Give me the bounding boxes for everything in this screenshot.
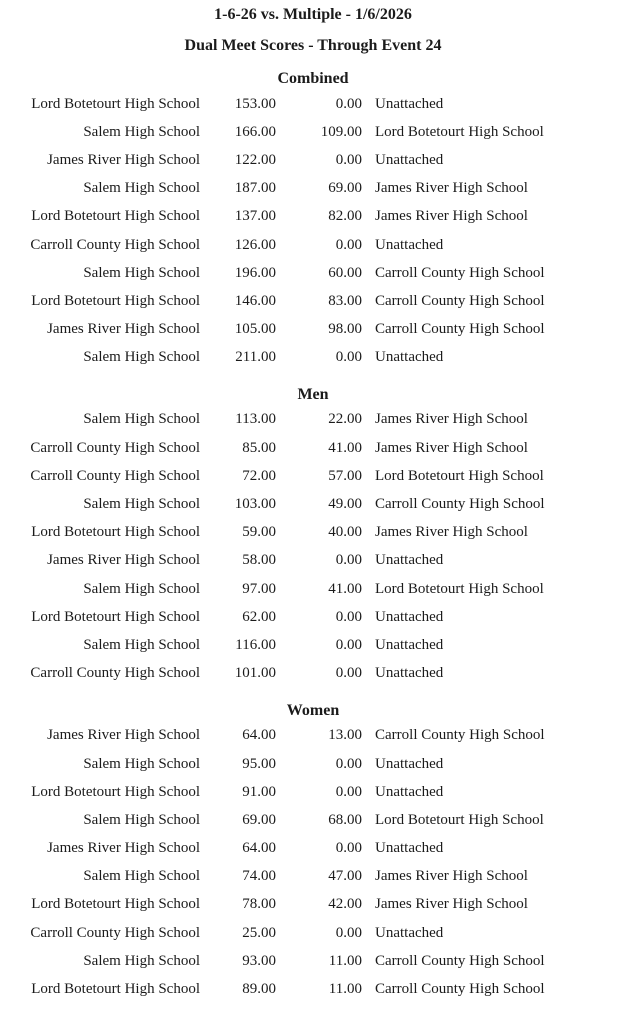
opponent-name: Carroll County High School xyxy=(375,264,545,281)
opponent-name: Unattached xyxy=(375,783,444,800)
team-score: 89.00 xyxy=(242,981,276,998)
team-name: Salem High School xyxy=(83,180,200,197)
opponent-score: 47.00 xyxy=(328,868,362,885)
score-row xyxy=(0,231,626,259)
opponent-name: Unattached xyxy=(375,95,444,112)
team-score: 64.00 xyxy=(242,727,276,744)
opponent-score: 42.00 xyxy=(328,896,362,913)
score-rows-combined xyxy=(0,90,626,372)
team-score: 116.00 xyxy=(235,636,276,653)
opponent-score: 49.00 xyxy=(328,496,362,513)
score-row xyxy=(0,462,626,490)
team-name: James River High School xyxy=(47,151,200,168)
opponent-name: Unattached xyxy=(375,636,444,653)
opponent-score: 0.00 xyxy=(335,755,362,772)
team-name: James River High School xyxy=(47,321,200,338)
opponent-score: 69.00 xyxy=(328,180,362,197)
score-row xyxy=(0,259,626,287)
opponent-name: Carroll County High School xyxy=(375,292,545,309)
score-row xyxy=(0,203,626,231)
opponent-score: 0.00 xyxy=(335,783,362,800)
score-row xyxy=(0,575,626,603)
team-score: 103.00 xyxy=(234,496,276,513)
team-name: Salem High School xyxy=(83,636,200,653)
team-score: 74.00 xyxy=(242,868,276,885)
score-row xyxy=(0,434,626,462)
team-name: Carroll County High School xyxy=(30,665,200,682)
section-women xyxy=(0,700,626,1004)
score-row xyxy=(0,975,626,1003)
report-subtitle: Dual Meet Scores - Through Event 24 xyxy=(184,37,442,54)
team-score: 196.00 xyxy=(234,264,276,281)
section-heading-combined: Combined xyxy=(277,70,349,87)
opponent-name: James River High School xyxy=(375,411,528,428)
opponent-score: 13.00 xyxy=(328,727,362,744)
opponent-score: 109.00 xyxy=(320,123,362,140)
team-name: Salem High School xyxy=(83,811,200,828)
team-score: 93.00 xyxy=(242,952,276,969)
opponent-score: 0.00 xyxy=(335,552,362,569)
team-name: James River High School xyxy=(47,727,200,744)
opponent-name: Unattached xyxy=(375,840,444,857)
team-name: Lord Botetourt High School xyxy=(31,95,200,112)
score-row xyxy=(0,778,626,806)
team-name: James River High School xyxy=(47,552,200,569)
score-row xyxy=(0,722,626,750)
opponent-score: 41.00 xyxy=(328,439,362,456)
opponent-score: 41.00 xyxy=(328,580,362,597)
opponent-score: 82.00 xyxy=(328,208,362,225)
opponent-name: Unattached xyxy=(375,552,444,569)
opponent-score: 22.00 xyxy=(328,411,362,428)
opponent-score: 0.00 xyxy=(335,151,362,168)
team-score: 78.00 xyxy=(242,896,276,913)
team-name: Salem High School xyxy=(83,580,200,597)
team-name: Salem High School xyxy=(83,123,200,140)
score-row xyxy=(0,660,626,688)
team-name: Lord Botetourt High School xyxy=(31,524,200,541)
opponent-score: 68.00 xyxy=(328,811,362,828)
team-score: 64.00 xyxy=(242,840,276,857)
team-score: 166.00 xyxy=(234,123,276,140)
opponent-score: 57.00 xyxy=(328,467,362,484)
team-score: 85.00 xyxy=(242,439,276,456)
opponent-name: Lord Botetourt High School xyxy=(375,580,544,597)
score-row xyxy=(0,406,626,434)
score-row xyxy=(0,287,626,315)
opponent-name: James River High School xyxy=(375,208,528,225)
team-name: Lord Botetourt High School xyxy=(31,981,200,998)
opponent-score: 98.00 xyxy=(328,321,362,338)
opponent-name: James River High School xyxy=(375,896,528,913)
opponent-name: Carroll County High School xyxy=(375,727,545,744)
opponent-score: 0.00 xyxy=(335,236,362,253)
section-heading-men: Men xyxy=(297,385,329,403)
opponent-name: James River High School xyxy=(375,524,528,541)
score-row xyxy=(0,175,626,203)
team-score: 122.00 xyxy=(234,151,276,168)
team-name: Lord Botetourt High School xyxy=(31,896,200,913)
opponent-score: 0.00 xyxy=(335,840,362,857)
opponent-name: James River High School xyxy=(375,439,528,456)
opponent-score: 11.00 xyxy=(328,952,362,969)
score-row xyxy=(0,891,626,919)
team-name: Lord Botetourt High School xyxy=(31,208,200,225)
opponent-name: Unattached xyxy=(375,755,444,772)
team-score: 97.00 xyxy=(242,580,276,597)
opponent-name: Carroll County High School xyxy=(375,952,545,969)
team-score: 58.00 xyxy=(242,552,276,569)
team-name: Salem High School xyxy=(83,755,200,772)
team-score: 126.00 xyxy=(234,236,276,253)
team-score: 101.00 xyxy=(234,665,276,682)
opponent-name: Carroll County High School xyxy=(375,496,545,513)
opponent-name: James River High School xyxy=(375,868,528,885)
score-row xyxy=(0,519,626,547)
score-row xyxy=(0,547,626,575)
team-name: Carroll County High School xyxy=(30,467,200,484)
score-row xyxy=(0,750,626,778)
score-row xyxy=(0,863,626,891)
section-men xyxy=(0,384,626,688)
team-name: Carroll County High School xyxy=(30,236,200,253)
team-score: 146.00 xyxy=(234,292,276,309)
team-name: Lord Botetourt High School xyxy=(31,608,200,625)
section-combined xyxy=(0,68,626,372)
team-score: 25.00 xyxy=(242,924,276,941)
score-row xyxy=(0,146,626,174)
opponent-name: Lord Botetourt High School xyxy=(375,467,544,484)
score-row xyxy=(0,490,626,518)
team-score: 153.00 xyxy=(234,95,276,112)
team-score: 105.00 xyxy=(234,321,276,338)
opponent-name: Lord Botetourt High School xyxy=(375,811,544,828)
team-name: James River High School xyxy=(47,840,200,857)
score-rows-men xyxy=(0,406,626,688)
opponent-name: Unattached xyxy=(375,608,444,625)
team-score: 69.00 xyxy=(242,811,276,828)
team-score: 72.00 xyxy=(242,467,276,484)
opponent-name: Unattached xyxy=(375,151,444,168)
team-name: Salem High School xyxy=(83,952,200,969)
opponent-score: 0.00 xyxy=(335,95,362,112)
team-name: Carroll County High School xyxy=(30,924,200,941)
team-name: Salem High School xyxy=(83,496,200,513)
score-row xyxy=(0,631,626,659)
team-name: Salem High School xyxy=(83,349,200,366)
score-row xyxy=(0,919,626,947)
opponent-score: 0.00 xyxy=(335,636,362,653)
opponent-name: Carroll County High School xyxy=(375,321,545,338)
score-row xyxy=(0,806,626,834)
opponent-name: James River High School xyxy=(375,180,528,197)
score-row xyxy=(0,344,626,372)
opponent-score: 11.00 xyxy=(328,981,362,998)
team-score: 95.00 xyxy=(242,755,276,772)
opponent-name: Lord Botetourt High School xyxy=(375,123,544,140)
team-score: 211.00 xyxy=(235,349,276,366)
team-name: Lord Botetourt High School xyxy=(31,292,200,309)
opponent-score: 0.00 xyxy=(335,665,362,682)
opponent-score: 83.00 xyxy=(328,292,362,309)
team-name: Salem High School xyxy=(83,264,200,281)
team-name: Lord Botetourt High School xyxy=(31,783,200,800)
team-score: 113.00 xyxy=(235,411,276,428)
team-score: 62.00 xyxy=(242,608,276,625)
opponent-name: Unattached xyxy=(375,924,444,941)
team-score: 137.00 xyxy=(234,208,276,225)
opponent-name: Carroll County High School xyxy=(375,981,545,998)
team-score: 91.00 xyxy=(242,783,276,800)
team-name: Salem High School xyxy=(83,411,200,428)
score-row xyxy=(0,603,626,631)
report-title: 1-6-26 vs. Multiple - 1/6/2026 xyxy=(214,6,412,23)
opponent-score: 60.00 xyxy=(328,264,362,281)
score-rows-women xyxy=(0,722,626,1004)
team-name: Carroll County High School xyxy=(30,439,200,456)
score-row xyxy=(0,316,626,344)
opponent-name: Unattached xyxy=(375,665,444,682)
opponent-score: 0.00 xyxy=(335,608,362,625)
section-heading-women: Women xyxy=(286,701,340,719)
team-name: Salem High School xyxy=(83,868,200,885)
opponent-name: Unattached xyxy=(375,349,444,366)
score-row xyxy=(0,118,626,146)
score-row xyxy=(0,835,626,863)
opponent-score: 0.00 xyxy=(335,349,362,366)
opponent-name: Unattached xyxy=(375,236,444,253)
team-score: 187.00 xyxy=(234,180,276,197)
opponent-score: 0.00 xyxy=(335,924,362,941)
team-score: 59.00 xyxy=(242,524,276,541)
score-row xyxy=(0,90,626,118)
score-row xyxy=(0,947,626,975)
opponent-score: 40.00 xyxy=(328,524,362,541)
